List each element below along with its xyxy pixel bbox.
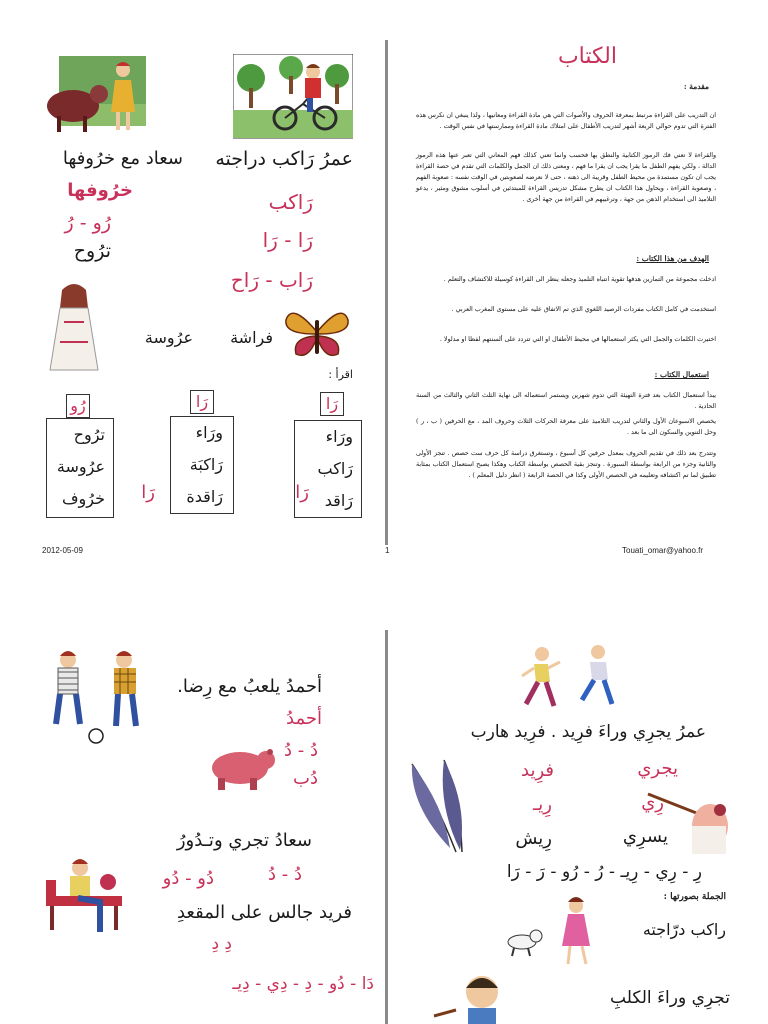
sentence-rakib-bike: راكب درّاجته <box>642 920 726 939</box>
page-divider-top <box>385 40 388 545</box>
sentence-omar-runs-text: عمرُ يجرِي وراءَ فرِيد . فرِيد هارب <box>470 722 706 742</box>
col3-word-1: ورَاء <box>325 427 353 446</box>
col2-word-3: رَاقدة <box>186 487 223 506</box>
sentence-omar-text: عمرُ رَاكب دراجته <box>215 148 353 170</box>
sentence-omar-runs <box>471 722 706 742</box>
col1-word-2: عرُوسة <box>56 457 105 476</box>
col3-word-3: رَاقد <box>324 491 353 510</box>
left-col-word-3: يسرِي <box>622 826 668 847</box>
running-boys-illustration <box>512 642 622 718</box>
right-col-word-3: رِيش <box>515 828 552 849</box>
goal-2: استخدمت في كامل الكتاب مفردات الرصيد اللغوي الذي تم الاتفاق عليه على مستوى المغرب العربي . <box>451 306 716 313</box>
col2-word-2: رَاكبَة <box>189 455 223 474</box>
footer-email: Touati_omar@yahoo.fr <box>622 546 704 555</box>
hand-with-brush-illustration <box>644 786 730 858</box>
feathers-illustration <box>404 756 474 856</box>
col1-head-box: رُو <box>66 394 90 418</box>
word-du-d: دُ - دُ <box>284 740 318 761</box>
iqra-label: اقرأ : <box>328 368 353 381</box>
col2-extra-ra: رَا <box>141 482 155 503</box>
word-du-d-2: دُ - دُ <box>268 864 302 885</box>
col3-head-box: رَا <box>320 392 344 416</box>
goals-heading: الهدف من هذا الكتاب : <box>636 254 709 263</box>
word-ahmad: أحمدُ <box>286 708 322 729</box>
syllable-row-r: رِ - رِي - رِيـ - رُ - رُو - رَ - رَا <box>506 862 702 882</box>
page-1-right <box>392 40 737 545</box>
word-du-du: دُو - دُو <box>162 868 214 889</box>
goal-1: ادخلت مجموعة من التمارين هدفها تقوية انتباه التلميذ وجعله ينظر الى القراءة كوسيلة للاكتشاف والتعلم . <box>443 276 716 283</box>
footer-page-number: 1 <box>385 546 390 555</box>
intro-paragraph-2: والقراءة لا تعني فك الرموز الكتابية والنطق بها فحسب وانما تعني كذلك فهم المعاني التي تعبر عنها هذه الرموز الدالة ، ولكي يفهم الطفل ما يقرا يجب ان يقرا ما فهم ، ومعنى ذلك ان الجمل والكلمات التي تقدم في حصة القراءة يجب ان تكون مستمدة من محيط الطفل وقريبة الى ذهنه ، حتى لا نعرضه لصعوبتين في الوقت نفسه : صعوبة الفهم ، وصعوبة القراءة ، ويحاول هذا الكتاب ان يطرح مشكل تدريس القراءة للمبتدئين في أسلوب مشوق ومثير ، يدعو التلاميذ الى استخدام الذهن من جهة ، وترغيبهم في القراءة من جهة أخرى . <box>416 152 716 203</box>
word-farasha: فراشة <box>230 328 273 347</box>
syllable-row-d: دَا - دُو - دِ - دِي - دِيـ <box>232 974 374 994</box>
sentence-suad-runs <box>177 830 312 851</box>
left-col-word-1: يجري <box>637 758 678 779</box>
column-2-box <box>170 416 234 514</box>
decorative-title-text: الكتاب <box>557 44 617 69</box>
sentence-farid-text: فريد جالس على المقعدِ <box>176 902 352 923</box>
sentence-ahmad-plays <box>177 676 322 697</box>
col2-word-1: ورَاء <box>195 423 223 442</box>
word-arusa: عرُوسة <box>144 328 193 347</box>
bride-doll-illustration <box>46 282 102 374</box>
page-1-left <box>38 42 383 542</box>
word-taruh: ترُوح <box>73 240 111 262</box>
right-col-word-1: فرِيد <box>521 760 554 781</box>
intro-label: مقدمة : <box>683 82 709 91</box>
usage-paragraph-2: يخصص الاسبوعان الأول والثاني لتدريب التلاميذ على معرفة الحركات الثلاث وحروف المد ، مع الحرفين ( ب ، ر ) وحل التنوين والسكون الى ما بعد . <box>416 418 716 436</box>
butterfly-illustration <box>282 306 352 360</box>
sentence-suad-text: سعاد مع خرُوفها <box>62 148 183 169</box>
col1-word-1: ترُوح <box>73 425 105 444</box>
word-rakib: رَاكب <box>268 190 313 214</box>
col1-word-3: خرُوف <box>61 489 105 508</box>
goal-3: اختيرت الكلمات والجمل التي يكثر استعمالها في محيط الأطفال او التي تتردد على ألسنتهم لفظا او مدلولا . <box>439 336 716 343</box>
bear-illustration <box>204 744 278 792</box>
col3-extra-ra: رَا <box>295 482 309 503</box>
boy-on-bicycle-illustration <box>233 54 353 142</box>
girl-with-sheep-illustration <box>43 54 148 140</box>
word-kharufuha: خرُوفها <box>67 180 133 201</box>
sentence-suad-runs-text: سعادُ تجري وتـدُورُ <box>176 830 312 851</box>
girl-with-dog-illustration <box>500 892 610 972</box>
boy-portrait-illustration <box>432 968 522 1024</box>
jumla-label: الجملة بصورتها : <box>663 892 726 902</box>
sentence-farid-sitting <box>177 902 352 923</box>
usage-paragraph-3: وتتدرج بعد ذلك في تقديم الحروف بمعدل حرفين كل أسبوع ، وتستغرق دراسة كل حرف ست حصص . تنجز الأولى والثانية وجزء من الرابعة بواسطة السبورة . وتنجز بقية الحصص بواسطة الكتاب وهكذا يصبح استعمال الكتاب بمثابة تطبيق لما تم اكتشافه وتعليمه في الحصص الأولى وكذا في الحصة الرابعة ( انظر دليل المعلم ) . <box>416 450 716 479</box>
page-2-left <box>38 636 382 1024</box>
column-3-box <box>294 420 362 518</box>
column-1-box <box>46 418 114 518</box>
col3-word-2: رَاكب <box>317 459 353 478</box>
sentence-suad-with-sheep <box>63 148 183 169</box>
decorative-title <box>558 44 617 69</box>
word-di-di: دِ دِ <box>211 934 232 954</box>
boys-playing-ball-illustration <box>40 644 166 744</box>
word-rab-rah: رَاب - رَاح <box>230 268 313 292</box>
left-col-word-2: رِي <box>641 792 664 813</box>
usage-paragraph-1: يبدأ استعمال الكتاب بعد فترة التهيئة التي تدوم شهرين ويستمر استعماله الى نهاية الثلث الثاني والثالث من السنة الحادية . <box>416 392 716 410</box>
boy-on-bench-illustration <box>40 854 126 944</box>
sentence-ahmad-text: أحمدُ يلعبُ مع رِضا. <box>177 676 322 697</box>
right-col-word-2: رِيـ <box>533 794 552 815</box>
word-ru-r: رُو - رُ <box>64 212 111 234</box>
sentence-omar-rides-bike <box>215 148 353 170</box>
col2-head-box: رَا <box>190 390 214 414</box>
usage-heading: استعمال الكتاب : <box>654 370 709 379</box>
word-ra-ra: رَا - رَا <box>262 228 313 252</box>
page-divider-bottom <box>385 630 388 1024</box>
footer-date: 2012-05-09 <box>42 546 83 555</box>
sentence-runs-after-dog: تجرِي وراءَ الكلبِ <box>610 988 730 1008</box>
page-2-right <box>392 636 738 1024</box>
word-dub: دُب <box>293 768 318 789</box>
intro-paragraph-1: ان التدريب على القراءة مرتبط بمعرفة الحروف والأصوات التي هي مادة القراءة ومعانيها ، ولذا ينبغي ان نكرس هذه الفترة التي تدوم حوالي الربعة أشهر لتدريب الأطفال على امتلاك مادة القراءة وممارستها في نفس الوقت . <box>416 112 716 130</box>
